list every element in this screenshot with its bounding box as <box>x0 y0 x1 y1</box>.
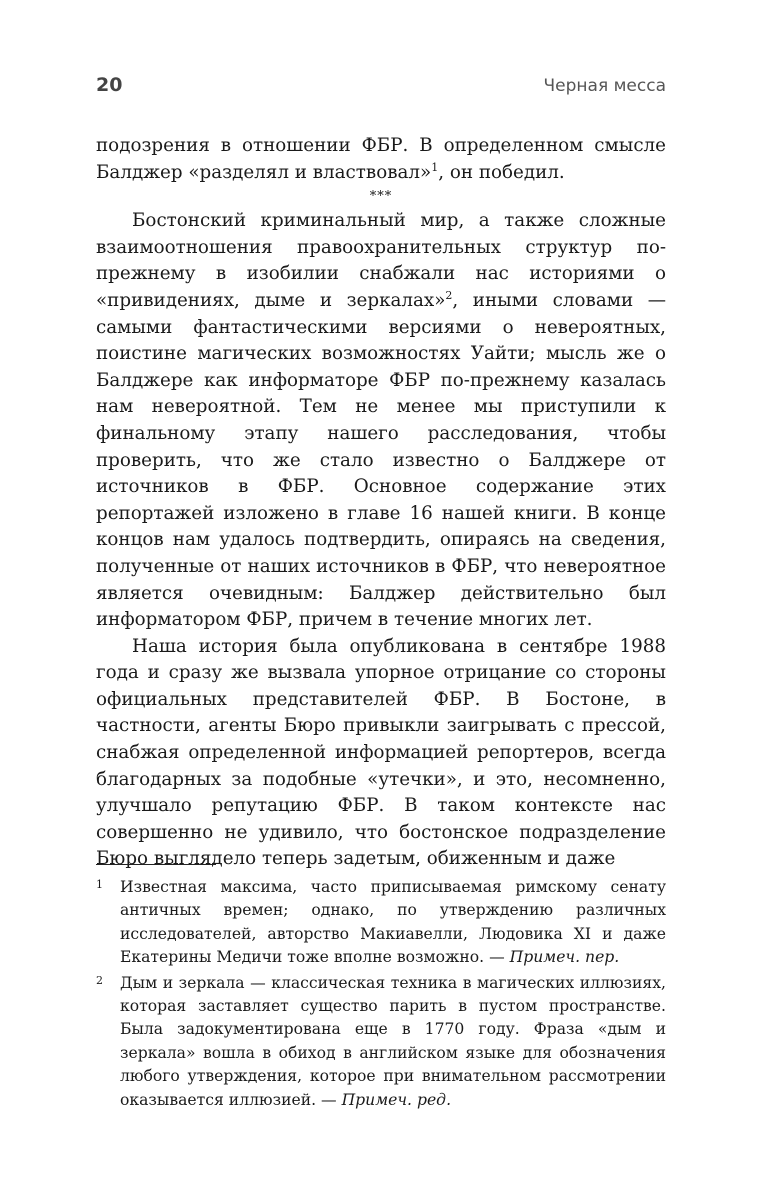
footnotes <box>96 876 666 1114</box>
footnote-attribution: Примеч. пер. <box>509 948 620 967</box>
footnote-divider <box>96 864 216 865</box>
paragraph-text-end: , он победил. <box>438 161 565 183</box>
paragraph-continued <box>96 133 666 186</box>
page-number: 20 <box>96 74 123 96</box>
paragraph-text: Бостонский криминальный мир, а также сложные взаимоотношения правоохранительных структур по-прежнему в изобилии снабжали нас историями о «привидениях, дыме и зеркалах» <box>96 210 666 311</box>
running-title: Черная месса <box>543 76 666 96</box>
paragraph: Наша история была опубликована в сентябре 1988 года и сразу же вызвала упорное отрицание со стороны официальных представителей ФБР. В Бостоне, в частности, агенты Бюро привыкли заигрывать с прессой, снабжая определенной информацией репортеров, всегда благодарных за подобные «утечки», и это, несомненно, улучшало репутацию ФБР. В таком контексте нас совершенно не удивило, что бостонское подразделение Бюро выглядело теперь задетым, обиженным и даже <box>96 635 666 870</box>
footnote-marker: 1 <box>96 878 103 891</box>
footnote-attribution: Примеч. ред. <box>341 1090 452 1109</box>
footnote <box>96 972 666 1112</box>
footnote-text: Дым и зеркала — классическая техника в магических иллюзиях, которая заставляет существо парить в пустом пространстве. Была задокументирована еще в 1770 году. Фраза «дым и зеркала» вошла в обиход в английском языке для обозначения любого утверждения, которое при внимательном рассмотрении оказывается иллюзией. — <box>120 973 666 1109</box>
paragraph-text: подозрения в отношении ФБР. В определенном смысле Балджер «разделял и властвовал» <box>96 135 666 183</box>
main-text <box>96 133 666 873</box>
running-head <box>96 74 666 104</box>
paragraph-text-end: , иными словами — самыми фантастическими версиями о невероятных, поистине магических возможностях Уайти; мысль же о Балджере как информаторе ФБР по-прежнему казалась нам невероятной. Тем не менее мы приступили к финальному этапу нашего расследования, чтобы проверить, что же стало известно о Балджере от источников в ФБР. Основное содержание этих репортажей изложено в главе 16 нашей книги. В конце концов нам удалось подтвердить, опираясь на сведения, полученные от наших источников в ФБР, что невероятное является очевидным: Балджер действительно был информатором ФБР, причем в течение многих лет. <box>96 289 666 631</box>
footnote-ref-1: 1 <box>431 160 439 174</box>
footnote-text: Известная максима, часто приписываемая римскому сенату античных времен; однако, по утверждению различных исследователей, авторство Макиавелли, Людовика XI и даже Екатерины Медичи тоже вполне возможно. — <box>120 878 666 967</box>
section-separator: *** <box>369 189 393 205</box>
book-page <box>96 0 666 1200</box>
footnote <box>96 876 666 970</box>
paragraph <box>96 208 666 634</box>
footnote-ref-2: 2 <box>445 288 453 302</box>
footnote-marker: 2 <box>96 973 103 987</box>
